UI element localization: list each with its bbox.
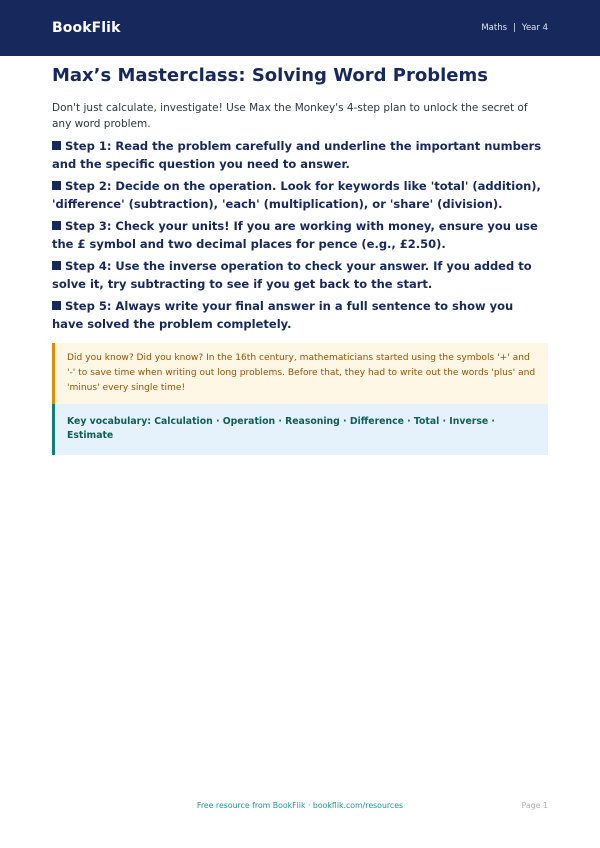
step-item [52,137,548,173]
square-bullet-icon [52,221,61,230]
page-meta [481,23,548,33]
vocabulary-text: Key vocabulary: Calculation · Operation · Reasoning · Difference · Total · Inverse · Estimate [67,416,495,441]
meta-separator: | [513,23,516,33]
year-label: Year 4 [521,23,548,33]
square-bullet-icon [52,301,61,310]
subject-label: Maths [481,23,508,33]
intro-text: Don't just calculate, investigate! Use Max the Monkey's 4-step plan to unlock the secret of any word problem. [52,102,528,130]
step-item [52,217,548,253]
fun-fact-callout [52,343,548,404]
step-text: Step 3: Check your units! If you are working with money, ensure you use the £ symbol and two decimal places for pence (e.g., £2.50). [52,219,538,251]
fun-fact-text: Did you know? Did you know? In the 16th century, mathematicians started using the symbols '+' and '-' to save time when writing out long problems. Before that, they had to write out the words 'plus' and 'minus' every single time! [67,353,536,393]
step-text: Step 5: Always write your final answer in a full sentence to show you have solved the problem completely. [52,299,514,331]
page-number: Page 1 [521,801,548,810]
square-bullet-icon [52,181,61,190]
step-text: Step 2: Decide on the operation. Look for keywords like 'total' (addition), 'difference' (subtraction), 'each' (multiplication), or 'share' (division). [52,179,541,211]
page-footer [52,801,548,815]
page-header [0,0,600,56]
step-item [52,257,548,293]
worksheet-content [52,64,548,455]
step-item [52,177,548,213]
footer-credit: Free resource from BookFlik · bookflik.com/resources [196,801,404,810]
vocabulary-box [52,404,548,455]
step-text: Step 1: Read the problem carefully and underline the important numbers and the specific question you need to answer. [52,139,542,171]
steps-list [52,137,548,333]
square-bullet-icon [52,141,61,150]
brand-name: BookFlik [52,20,121,36]
step-item [52,297,548,333]
step-text: Step 4: Use the inverse operation to check your answer. If you added to solve it, try subtracting to see if you get back to the start. [52,259,532,291]
page-title: Max’s Masterclass: Solving Word Problems [52,65,488,86]
square-bullet-icon [52,261,61,270]
